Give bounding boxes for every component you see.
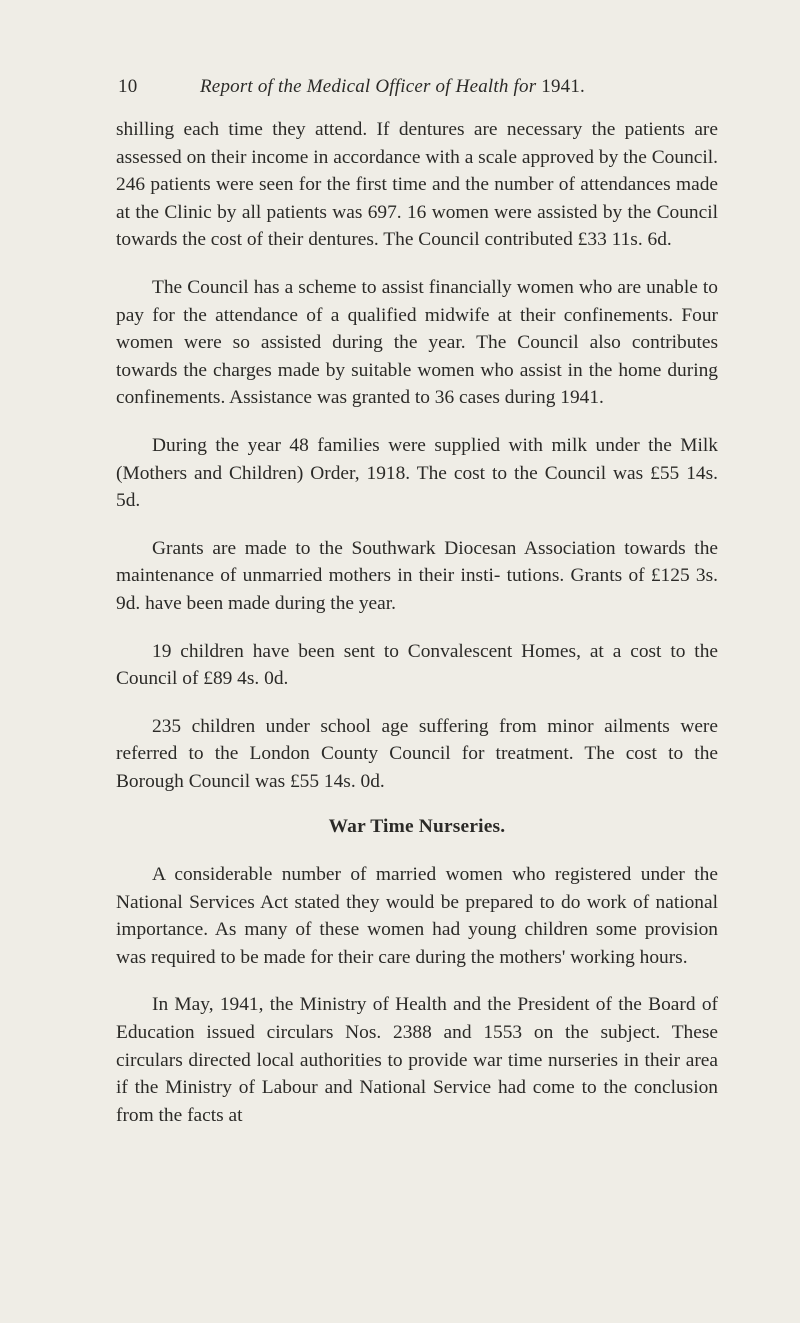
paragraph-diocesan-grants: Grants are made to the Southwark Diocesan Association towards the maintenance of unmarried mothers in their insti- tutions. Grants of £125 3s. 9d. have been made during the year. (116, 537, 718, 614)
paragraph-married-women: A considerable number of married women who registered under the National Services Act stated they would be prepared to do work of national importance. As many of these women had young children some provision was required to be made for their care during the mothers' working hours. (116, 864, 718, 968)
report-title (200, 76, 585, 98)
paragraph-dentures: shilling each time they attend. If dentures are necessary the patients are assessed on their income in accordance with a scale approved by the Council. 246 patients were seen for the first time and the number of attendances made at the Clinic by all patients was 697. 16 women were assisted by the Council towards the cost of their dentures. The Council contributed £33 11s. 6d. (116, 119, 718, 251)
page-number: 10 (118, 76, 138, 97)
paragraph-circulars: In May, 1941, the Ministry of Health and the President of the Board of Education issued circulars Nos. 2388 and 1553 on the subject. These circulars directed local authorities to provide war time nurseries in their area if the Ministry of Labour and National Service had come to the conclusion from the facts at (116, 994, 718, 1126)
report-year: 1941. (541, 76, 585, 97)
body-text (116, 116, 718, 1129)
paragraph-minor-ailments: 235 children under school age suffering from minor ailments were referred to the London County Council for treatment. The cost to the Borough Council was £55 14s. 0d. (116, 715, 718, 792)
paragraph-convalescent-homes: 19 children have been sent to Convalescent Homes, at a cost to the Council of £89 4s. 0d. (116, 640, 718, 690)
paragraph-milk-supply: During the year 48 families were supplied with milk under the Milk (Mothers and Children) Order, 1918. The cost to the Council was £55 14s. 5d. (116, 434, 718, 512)
paragraph-midwife-scheme: The Council has a scheme to assist financially women who are unable to pay for the attendance of a qualified midwife at their confinements. Four women were so assisted during the year. The Council also contributes towards the charges made by suitable women who assist in the home during confinements. Assistance was granted to 36 cases during 1941. (116, 276, 718, 409)
report-title-text: Report of the Medical Officer of Health for (200, 76, 537, 97)
section-heading: War Time Nurseries. (328, 816, 506, 838)
running-head (116, 76, 718, 106)
